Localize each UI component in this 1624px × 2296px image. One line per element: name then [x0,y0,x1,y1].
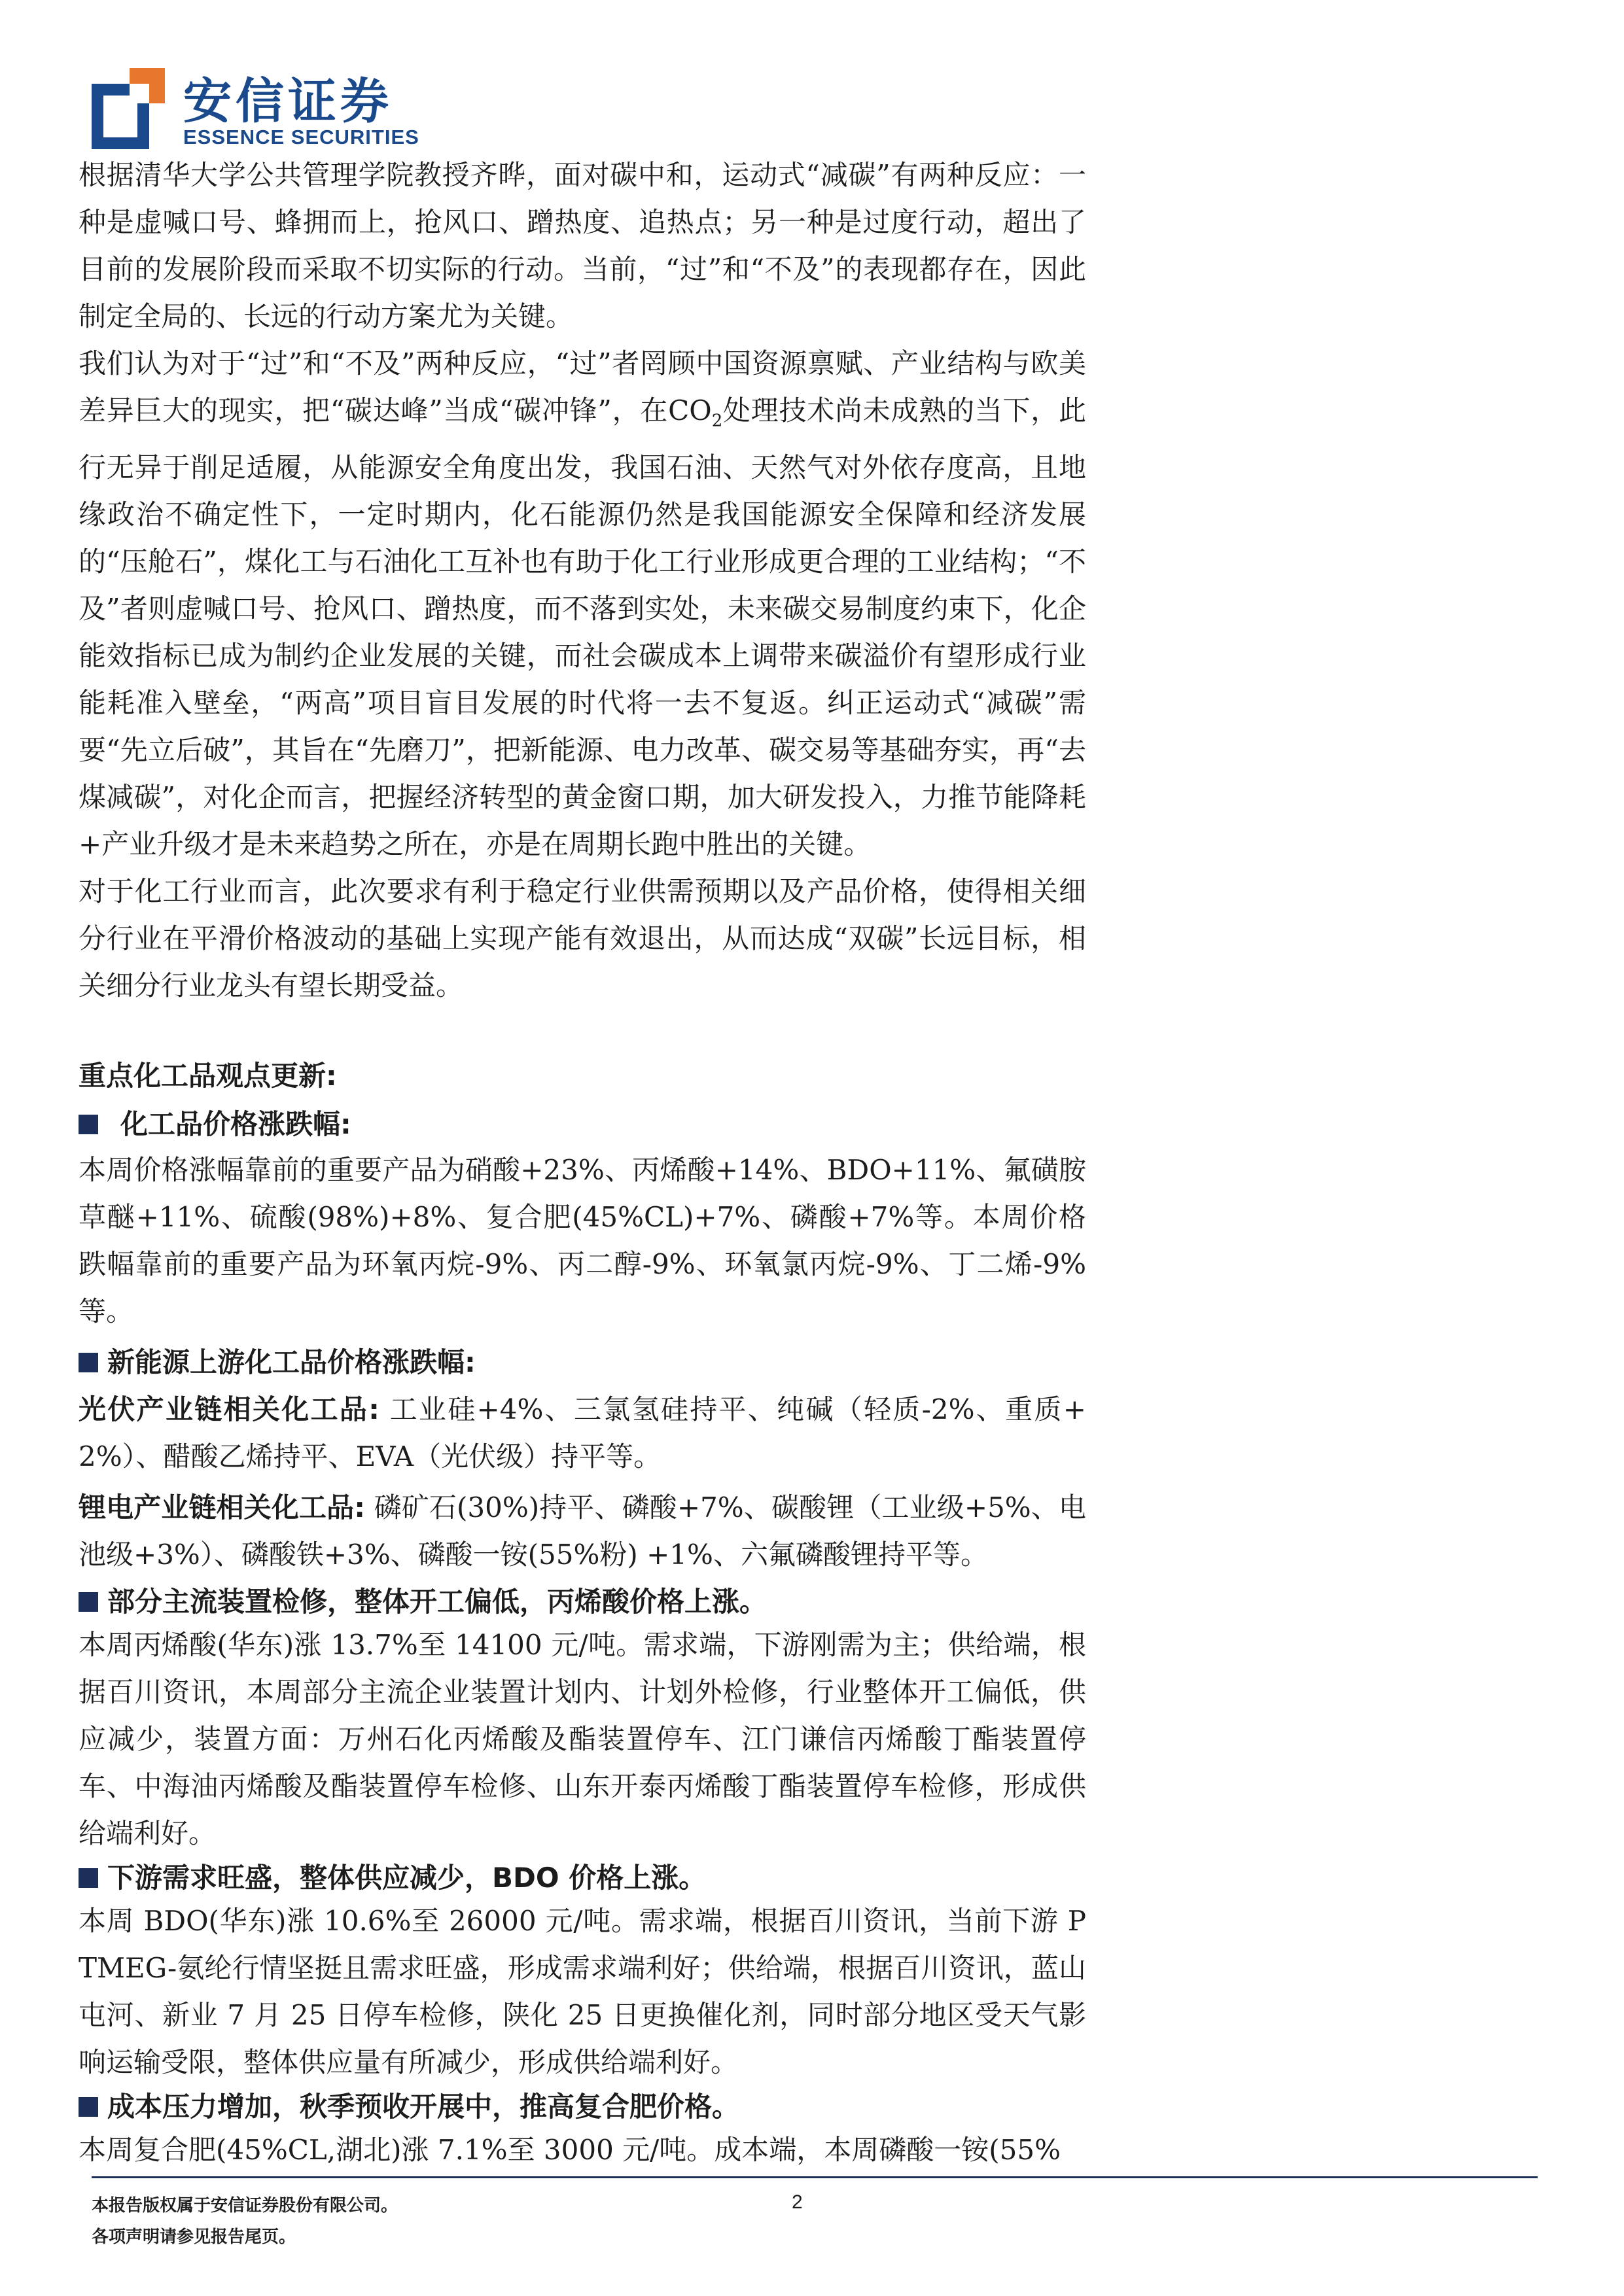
square-bullet-icon [79,1868,98,1888]
price-change-text: 本周价格涨幅靠前的重要产品为硝酸+23%、丙烯酸+14%、BDO+11%、氟磺胺草醚+11%、硫酸(98%)+8%、复合肥(45%CL)+7%、磷酸+7%等。本周价格跌幅靠前的重要产品为环氧丙烷-9%、丙二醇-9%、环氧氯丙烷-9%、丁二烯-9%等。 [79,1154,1086,1328]
square-bullet-icon [79,1592,98,1612]
paragraph-analysis [79,340,1086,868]
section-price-change-title: 化工品价格涨跌幅: [120,1108,351,1141]
section-new-energy [79,1343,1086,1382]
pv-chain-lead: 光伏产业链相关化工品: [79,1393,380,1426]
li-chain-text: 锂电产业链相关化工品: 磷矿石(30%)持平、磷酸+7%、碳酸锂（工业级+5%、电池级+3%）、磷酸铁+3%、磷酸一铵(55%粉) +1%、六氟磷酸锂持平等。 [79,1491,1086,1571]
square-bullet-icon [79,1115,98,1134]
section-bdo [79,1858,1086,1898]
report-body [79,152,1086,2174]
acrylic-acid-text: 本周丙烯酸(华东)涨 13.7%至 14100 元/吨。需求端，下游刚需为主；供给端，根据百川资讯，本周部分主流企业装置计划内、计划外检修，行业整体开工偏低，供应减少，装置方面：万州石化丙烯酸及酯装置停车、江门谦信丙烯酸丁酯装置停车、中海油丙烯酸及酯装置停车检修、山东开泰丙烯酸丁酯装置停车检修，形成供给端利好。 [79,1629,1086,1850]
paragraph-analysis-part2: 处理技术尚未成熟的当下，此行无异于削足适履，从能源安全角度出发，我国石油、天然气对外依存度高，且地缘政治不确定性下，一定时期内，化石能源仍然是我国能源安全保障和经济发展的“压舱石”，煤化工与石油化工互补也有助于化工行业形成更合理的工业结构；“不及”者则虚喊口号、抢风口、蹭热度，而不落到实处，未来碳交易制度约束下，化企能效指标已成为制约企业发展的关键，而社会碳成本上调带来碳溢价有望形成行业能耗准入壁垒，“两高”项目盲目发展的时代将一去不复返。纠正运动式“减碳”需要“先立后破”，其旨在“先磨刀”，把新能源、电力改革、碳交易等基础夯实，再“去煤减碳”，对化企而言，把握经济转型的黄金窗口期，加大研发投入，力推节能降耗+产业升级才是未来趋势之所在，亦是在周期长跑中胜出的关键。 [79,394,1086,861]
logo-chinese-name: 安信证券 [183,73,393,130]
section-price-change [79,1105,1086,1144]
li-chain-lead: 锂电产业链相关化工品: [79,1491,366,1524]
essence-logo-mark-icon [92,68,165,149]
co2-formula: $CO_2$ [668,394,723,431]
footer-statement-note: 各项声明请参见报告尾页。 [92,2227,296,2247]
square-bullet-icon [79,1353,98,1372]
pv-chain-text: 光伏产业链相关化工品: 工业硅+4%、三氯氢硅持平、纯碱（轻质-2%、重质+2%）、醋酸乙烯持平、EVA（光伏级）持平等。 [79,1393,1086,1473]
bdo-text: 本周 BDO(华东)涨 10.6%至 26000 元/吨。需求端，根据百川资讯，当前下游 PTMEG-氨纶行情坚挺且需求旺盛，形成需求端利好；供给端，根据百川资讯，蓝山屯河、新业 7 月 25 日停车检修，陕化 25 日更换催化剂，同时部分地区受天气影响运输受限，整体供应量有所减少，形成供给端利好。 [79,1905,1086,2079]
logo-english-name: ESSENCE SECURITIES [183,126,419,148]
paragraph-analysis-part1: 我们认为对于“过”和“不及”两种反应，“过”者罔顾中国资源禀赋、产业结构与欧美差异巨大的现实，把“碳达峰”当成“碳冲锋”，在 [79,347,1086,426]
compound-fertilizer-text: 本周复合肥(45%CL,湖北)涨 7.1%至 3000 元/吨。成本端，本周磷酸一铵(55% [79,2134,1061,2166]
company-logo [92,65,432,157]
section-title-key-chemicals: 重点化工品观点更新: [79,1060,337,1092]
square-bullet-icon [79,2097,98,2117]
section-new-energy-title: 新能源上游化工品价格涨跌幅: [107,1346,476,1379]
footer-copyright: 本报告版权属于安信证券股份有限公司。 [92,2196,398,2216]
section-compound-fertilizer-title: 成本压力增加，秋季预收开展中，推高复合肥价格。 [107,2091,740,2123]
section-acrylic-acid [79,1582,1086,1622]
page-number: 2 [792,2191,803,2213]
section-acrylic-acid-title: 部分主流装置检修，整体开工偏低，丙烯酸价格上涨。 [107,1586,768,1618]
paragraph-qi-ye-view: 根据清华大学公共管理学院教授齐晔，面对碳中和，运动式“减碳”有两种反应：一种是虚喊口号、蜂拥而上，抢风口、蹭热度、追热点；另一种是过度行动，超出了目前的发展阶段而采取不切实际的行动。当前，“过”和“不及”的表现都存在，因此制定全局的、长远的行动方案尤为关键。 [79,159,1086,332]
footer-disclaimer [92,2190,398,2253]
section-bdo-title: 下游需求旺盛，整体供应减少，BDO 价格上涨。 [107,1862,707,1894]
paragraph-conclusion: 对于化工行业而言，此次要求有利于稳定行业供需预期以及产品价格，使得相关细分行业在平滑价格波动的基础上实现产能有效退出，从而达成“双碳”长远目标，相关细分行业龙头有望长期受益。 [79,875,1086,1002]
section-compound-fertilizer [79,2087,1086,2127]
footer-divider [92,2176,1538,2178]
